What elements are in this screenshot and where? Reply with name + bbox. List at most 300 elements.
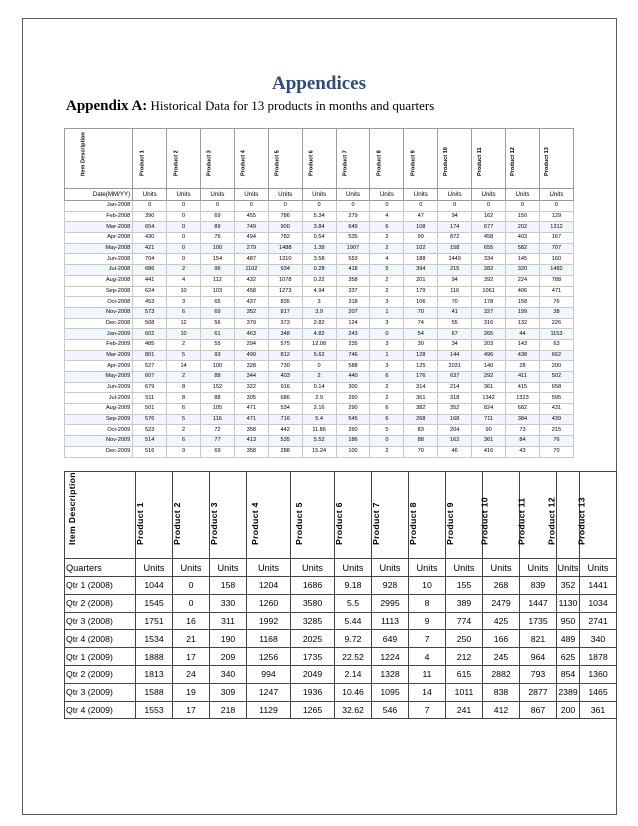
value-cell: 4 — [370, 254, 404, 265]
value-cell: 1265 — [291, 701, 335, 719]
value-cell: 90 — [472, 425, 506, 436]
value-cell: 55 — [201, 339, 235, 350]
units-label: Units — [472, 189, 506, 201]
value-cell: 44 — [506, 329, 540, 340]
value-cell: 16 — [173, 612, 210, 630]
value-cell: 649 — [336, 222, 370, 233]
value-cell: 22.52 — [335, 648, 372, 666]
product-header — [576, 472, 617, 559]
value-cell: 649 — [372, 630, 409, 648]
value-cell: 207 — [336, 307, 370, 318]
date-cell: Aug-2008 — [65, 275, 133, 286]
value-cell: 322 — [234, 382, 268, 393]
value-cell: 7 — [409, 701, 446, 719]
value-cell: 1447 — [520, 594, 557, 612]
value-cell: 677 — [472, 222, 506, 233]
value-cell: 279 — [234, 243, 268, 254]
value-cell: 318 — [336, 297, 370, 308]
units-label: Units — [234, 189, 268, 201]
value-cell: 0 — [167, 201, 201, 212]
table-row — [65, 233, 574, 244]
value-cell: 934 — [268, 265, 302, 276]
value-cell: 63 — [539, 339, 573, 350]
product-header-label: Product 11 — [516, 497, 527, 545]
value-cell: 523 — [133, 425, 167, 436]
value-cell: 132 — [506, 318, 540, 329]
product-header-label: Product 1 — [139, 150, 146, 176]
value-cell: 485 — [133, 339, 167, 350]
value-cell: 5 — [167, 350, 201, 361]
value-cell: 340 — [580, 630, 617, 648]
value-cell: 361 — [472, 436, 506, 447]
value-cell: 382 — [404, 404, 438, 415]
value-cell: 179 — [404, 286, 438, 297]
value-cell: 125 — [404, 361, 438, 372]
value-cell: 6 — [167, 404, 201, 415]
units-label: Units — [557, 559, 580, 577]
product-header — [302, 129, 336, 189]
value-cell: 30 — [404, 339, 438, 350]
product-header — [173, 472, 210, 559]
value-cell: 716 — [268, 414, 302, 425]
value-cell: 0 — [438, 201, 472, 212]
value-cell: 0.54 — [302, 233, 336, 244]
value-cell: 412 — [483, 701, 520, 719]
value-cell: 314 — [404, 382, 438, 393]
value-cell: 6 — [370, 404, 404, 415]
value-cell: 89 — [201, 222, 235, 233]
value-cell: 178 — [472, 297, 506, 308]
units-label: Units — [133, 189, 167, 201]
value-cell: 168 — [438, 414, 472, 425]
units-label: Units — [247, 559, 291, 577]
value-cell: 41 — [438, 307, 472, 318]
value-cell: 655 — [472, 243, 506, 254]
units-label: Units — [335, 559, 372, 577]
value-cell: 167 — [539, 233, 573, 244]
value-cell: 625 — [557, 648, 580, 666]
value-cell: 106 — [404, 297, 438, 308]
value-cell: 65 — [201, 297, 235, 308]
value-cell: 774 — [446, 612, 483, 630]
item-description-label: Item Description — [79, 132, 86, 176]
value-cell: 14 — [409, 683, 446, 701]
date-cell: Feb-2008 — [65, 211, 133, 222]
value-cell: 867 — [520, 701, 557, 719]
value-cell: 0 — [201, 201, 235, 212]
value-cell: 637 — [438, 372, 472, 383]
value-cell: 105 — [201, 404, 235, 415]
value-cell: 1735 — [291, 648, 335, 666]
value-cell: 327 — [472, 307, 506, 318]
value-cell: 1465 — [580, 683, 617, 701]
value-cell: 3 — [370, 339, 404, 350]
value-cell: 128 — [404, 350, 438, 361]
appendix-heading — [66, 98, 434, 115]
value-cell: 34 — [438, 339, 472, 350]
value-cell: 5.62 — [302, 350, 336, 361]
value-cell: 226 — [539, 318, 573, 329]
units-label: Units — [370, 189, 404, 201]
value-cell: 100 — [201, 361, 235, 372]
value-cell: 279 — [336, 211, 370, 222]
product-header — [479, 472, 520, 559]
value-cell: 9 — [167, 446, 201, 457]
date-cell: Mar-2008 — [65, 222, 133, 233]
date-cell: Jul-2009 — [65, 393, 133, 404]
value-cell: 352 — [438, 404, 472, 415]
value-cell: 916 — [268, 382, 302, 393]
value-cell: 12 — [167, 318, 201, 329]
value-cell: 4.82 — [302, 329, 336, 340]
units-label: Units — [268, 189, 302, 201]
value-cell: 801 — [133, 350, 167, 361]
value-cell: 0 — [173, 577, 210, 595]
value-cell: 8 — [409, 594, 446, 612]
quarter-cell: Qtr 2 (2009) — [65, 665, 136, 683]
units-label: Units — [404, 189, 438, 201]
value-cell: 9 — [409, 612, 446, 630]
units-label: Units — [446, 559, 483, 577]
value-cell: 4.94 — [302, 286, 336, 297]
value-cell: 394 — [404, 265, 438, 276]
value-cell: 1553 — [136, 701, 173, 719]
table-row — [65, 297, 574, 308]
units-label: Units — [210, 559, 247, 577]
value-cell: 379 — [234, 318, 268, 329]
value-cell: 1168 — [247, 630, 291, 648]
value-cell: 2479 — [483, 594, 520, 612]
value-cell: 103 — [201, 286, 235, 297]
value-cell: 812 — [268, 350, 302, 361]
value-cell: 14 — [167, 361, 201, 372]
value-cell: 235 — [336, 339, 370, 350]
units-label: Units — [173, 559, 210, 577]
value-cell: 686 — [133, 265, 167, 276]
value-cell: 471 — [234, 404, 268, 415]
value-cell: 96 — [201, 265, 235, 276]
value-cell: 19 — [173, 683, 210, 701]
value-cell: 928 — [372, 577, 409, 595]
value-cell: 162 — [472, 211, 506, 222]
value-cell: 1224 — [372, 648, 409, 666]
value-cell: 358 — [234, 446, 268, 457]
product-header — [372, 472, 409, 559]
value-cell: 546 — [372, 701, 409, 719]
value-cell: 6 — [167, 307, 201, 318]
value-cell: 186 — [336, 436, 370, 447]
value-cell: 872 — [438, 233, 472, 244]
value-cell: 305 — [234, 393, 268, 404]
date-cell: Jan-2008 — [65, 201, 133, 212]
value-cell: 416 — [472, 446, 506, 457]
value-cell: 94 — [438, 211, 472, 222]
value-cell: 47 — [404, 211, 438, 222]
value-cell: 1488 — [268, 243, 302, 254]
table-row — [65, 307, 574, 318]
quarter-cell: Qtr 1 (2009) — [65, 648, 136, 666]
value-cell: 824 — [472, 404, 506, 415]
product-header-label: Product 9 — [444, 502, 455, 545]
product-header-label: Product 7 — [370, 502, 381, 545]
value-cell: 6 — [370, 222, 404, 233]
value-cell: 116 — [438, 286, 472, 297]
item-description-header — [65, 129, 133, 189]
product-header-label: Product 8 — [376, 150, 383, 176]
product-header-label: Product 5 — [274, 150, 281, 176]
table-row — [65, 577, 617, 595]
value-cell: 288 — [268, 446, 302, 457]
value-cell: 330 — [210, 594, 247, 612]
value-cell: 1441 — [580, 577, 617, 595]
value-cell: 6 — [370, 414, 404, 425]
table-row — [65, 425, 574, 436]
value-cell: 268 — [404, 414, 438, 425]
date-cell: Sep-2009 — [65, 414, 133, 425]
quarter-cell: Qtr 2 (2008) — [65, 594, 136, 612]
value-cell: 0.14 — [302, 382, 336, 393]
value-cell: 411 — [506, 372, 540, 383]
date-cell: Dec-2009 — [65, 446, 133, 457]
value-cell: 160 — [539, 254, 573, 265]
product-header-label: Product 1 — [134, 502, 145, 545]
value-cell: 782 — [268, 233, 302, 244]
value-cell: 1328 — [372, 665, 409, 683]
value-cell: 3580 — [291, 594, 335, 612]
value-cell: 817 — [268, 307, 302, 318]
value-cell: 415 — [506, 382, 540, 393]
value-cell: 432 — [234, 275, 268, 286]
value-cell: 788 — [539, 275, 573, 286]
value-cell: 268 — [483, 577, 520, 595]
product-header-label: Product 6 — [308, 150, 315, 176]
value-cell: 1534 — [136, 630, 173, 648]
value-cell: 413 — [234, 436, 268, 447]
value-cell: 854 — [557, 665, 580, 683]
product-header-label: Product 5 — [293, 502, 304, 545]
value-cell: 17 — [173, 701, 210, 719]
product-header — [210, 472, 247, 559]
value-cell: 8 — [167, 382, 201, 393]
value-cell: 12.08 — [302, 339, 336, 350]
value-cell: 108 — [404, 222, 438, 233]
value-cell: 352 — [557, 577, 580, 595]
value-cell: 545 — [336, 414, 370, 425]
value-cell: 9.18 — [335, 577, 372, 595]
value-cell: 290 — [336, 404, 370, 415]
value-cell: 5 — [167, 414, 201, 425]
value-cell: 553 — [336, 254, 370, 265]
value-cell: 704 — [133, 254, 167, 265]
value-cell: 679 — [133, 382, 167, 393]
value-cell: 145 — [506, 254, 540, 265]
quarter-cell: Qtr 4 (2009) — [65, 701, 136, 719]
product-header — [472, 129, 506, 189]
table-row — [65, 350, 574, 361]
value-cell: 403 — [268, 372, 302, 383]
value-cell: 150 — [506, 211, 540, 222]
value-cell: 55 — [438, 318, 472, 329]
header-row — [65, 472, 617, 559]
product-header-label: Product 13 — [576, 497, 587, 545]
product-header-label: Product 2 — [172, 150, 179, 176]
value-cell: 294 — [234, 339, 268, 350]
value-cell: 209 — [210, 648, 247, 666]
value-cell: 430 — [133, 233, 167, 244]
value-cell: 203 — [472, 339, 506, 350]
value-cell: 344 — [234, 372, 268, 383]
product-header-label: Product 7 — [342, 150, 349, 176]
value-cell: 514 — [133, 436, 167, 447]
value-cell: 1342 — [472, 393, 506, 404]
value-cell: 1545 — [136, 594, 173, 612]
table-row — [65, 393, 574, 404]
value-cell: 0 — [472, 201, 506, 212]
value-cell: 2031 — [438, 361, 472, 372]
table-row — [65, 265, 574, 276]
appendix-label: Appendix A: — [66, 98, 148, 114]
value-cell: 390 — [133, 211, 167, 222]
units-label: Units — [506, 189, 540, 201]
units-label: Units — [302, 189, 336, 201]
value-cell: 265 — [472, 329, 506, 340]
value-cell: 1992 — [247, 612, 291, 630]
value-cell: 1273 — [268, 286, 302, 297]
value-cell: 3 — [370, 318, 404, 329]
value-cell: 403 — [506, 233, 540, 244]
value-cell: 2025 — [291, 630, 335, 648]
value-cell: 6 — [167, 436, 201, 447]
appendix-description: Historical Data for 13 products in months and quarters — [147, 98, 435, 113]
quarterly-data-table — [64, 471, 617, 719]
value-cell: 496 — [472, 350, 506, 361]
date-cell: Aug-2009 — [65, 404, 133, 415]
value-cell: 535 — [268, 436, 302, 447]
table-row — [65, 648, 617, 666]
page-title: Appendices — [272, 73, 366, 94]
value-cell: 373 — [268, 318, 302, 329]
value-cell: 835 — [268, 297, 302, 308]
table-row — [65, 436, 574, 447]
units-label: Units — [336, 189, 370, 201]
date-cell: Nov-2009 — [65, 436, 133, 447]
value-cell: 17 — [173, 648, 210, 666]
value-cell: 9.72 — [335, 630, 372, 648]
units-label: Units — [167, 189, 201, 201]
value-cell: 56 — [201, 318, 235, 329]
value-cell: 32.62 — [335, 701, 372, 719]
value-cell: 28 — [506, 361, 540, 372]
value-cell: 1312 — [539, 222, 573, 233]
value-cell: 144 — [438, 350, 472, 361]
value-cell: 88 — [201, 372, 235, 383]
value-cell: 154 — [201, 254, 235, 265]
value-cell: 3.84 — [302, 222, 336, 233]
value-cell: 1.38 — [302, 243, 336, 254]
value-cell: 2 — [370, 233, 404, 244]
product-header — [446, 472, 483, 559]
value-cell: 2.14 — [335, 665, 372, 683]
value-cell: 1735 — [520, 612, 557, 630]
value-cell: 340 — [210, 665, 247, 683]
product-header-label: Product 4 — [249, 502, 260, 545]
value-cell: 1129 — [247, 701, 291, 719]
value-cell: 1034 — [580, 594, 617, 612]
value-cell: 116 — [201, 414, 235, 425]
product-header-label: Product 13 — [544, 147, 551, 176]
value-cell: 188 — [404, 254, 438, 265]
units-row — [65, 189, 574, 201]
value-cell: 5.52 — [302, 436, 336, 447]
product-header-label: Product 8 — [407, 502, 418, 545]
units-label: Units — [409, 559, 446, 577]
value-cell: 2 — [167, 339, 201, 350]
date-cell: May-2009 — [65, 372, 133, 383]
value-cell: 215 — [539, 425, 573, 436]
product-header — [133, 129, 167, 189]
value-cell: 328 — [234, 361, 268, 372]
value-cell: 0 — [370, 201, 404, 212]
value-cell: 99 — [404, 233, 438, 244]
value-cell: 2 — [370, 275, 404, 286]
value-cell: 508 — [133, 318, 167, 329]
value-cell: 1 — [370, 350, 404, 361]
value-cell: 54 — [404, 329, 438, 340]
value-cell: 215 — [438, 265, 472, 276]
value-cell: 1449 — [438, 254, 472, 265]
value-cell: 2 — [167, 425, 201, 436]
value-cell: 166 — [483, 630, 520, 648]
value-cell: 0 — [539, 201, 573, 212]
value-cell: 2.82 — [302, 318, 336, 329]
value-cell: 3.9 — [302, 307, 336, 318]
value-cell: 10 — [167, 329, 201, 340]
value-cell: 1095 — [372, 683, 409, 701]
value-cell: 334 — [472, 254, 506, 265]
value-cell: 0 — [167, 243, 201, 254]
value-cell: 2 — [370, 393, 404, 404]
value-cell: 204 — [438, 425, 472, 436]
value-cell: 190 — [210, 630, 247, 648]
value-cell: 352 — [234, 307, 268, 318]
item-description-header — [65, 472, 136, 559]
product-header — [404, 129, 438, 189]
table-row — [65, 612, 617, 630]
product-header-label: Product 10 — [479, 497, 490, 545]
product-header — [370, 129, 404, 189]
value-cell: 292 — [472, 372, 506, 383]
value-cell: 5 — [370, 425, 404, 436]
product-header-label: Product 6 — [333, 502, 344, 545]
product-header-label: Product 12 — [510, 147, 517, 176]
value-cell: 311 — [210, 612, 247, 630]
value-cell: 0 — [302, 201, 336, 212]
value-cell: 112 — [201, 275, 235, 286]
quarter-cell: Qtr 1 (2008) — [65, 577, 136, 595]
value-cell: 73 — [506, 425, 540, 436]
table-row — [65, 382, 574, 393]
product-header — [201, 129, 235, 189]
value-cell: 3.58 — [302, 254, 336, 265]
value-cell: 3285 — [291, 612, 335, 630]
value-cell: 950 — [557, 612, 580, 630]
value-cell: 0 — [167, 222, 201, 233]
value-cell: 5.34 — [302, 211, 336, 222]
value-cell: 2 — [370, 286, 404, 297]
value-cell: 5.4 — [302, 414, 336, 425]
value-cell: 11.86 — [302, 425, 336, 436]
value-cell: 158 — [438, 243, 472, 254]
